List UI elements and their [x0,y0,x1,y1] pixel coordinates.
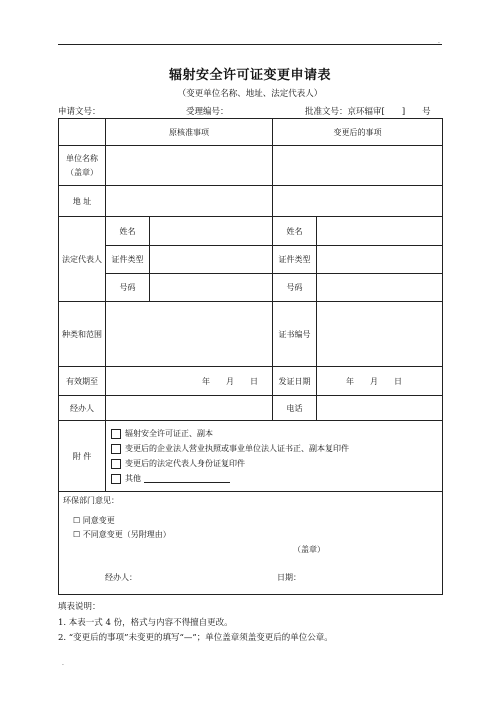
notes-heading: 填表说明： [58,602,101,612]
legal-rep-name-row [59,217,443,246]
opinion-row [59,492,443,595]
attachment-checkbox[interactable] [111,429,121,439]
unit-name-label: 单位名称 [66,153,98,163]
unit-name-row [59,146,443,186]
scope-row [59,302,443,367]
attachment-checkbox[interactable] [111,444,121,454]
validity-label: 有效期至 [59,367,106,396]
unit-name-label-cell [59,146,106,186]
name-label-original: 姓名 [106,217,150,246]
attachment-label: 变更后的法定代表人身份证复印件 [125,459,245,468]
address-changed-field[interactable] [273,186,443,217]
address-original-field[interactable] [106,186,273,217]
approval-no-label: 批准文号：京环辐审[ ] 号 [305,107,431,117]
id-type-original-field[interactable] [150,246,273,274]
cert-no-label: 证书编号 [273,302,317,367]
legal-rep-label: 法定代表人 [59,217,106,302]
scope-label: 种类和范围 [59,302,106,367]
legal-rep-id-no-row [59,274,443,302]
id-type-label-original: 证件类型 [106,246,150,274]
name-original-field[interactable] [150,217,273,246]
handler-label: 经办人 [59,396,106,421]
col-changed-header: 变更后的事项 [273,119,443,146]
table-header-row [59,119,443,146]
phone-label: 电话 [273,396,317,421]
opinion-seal-note: （盖章） [293,545,325,554]
name-label-changed: 姓名 [273,217,317,246]
attachment-item [111,426,439,441]
id-no-original-field[interactable] [150,274,273,302]
id-type-changed-field[interactable] [317,246,443,274]
note-item-1: 1. 本表一式 4 份，格式与内容不得擅自更改。 [58,618,233,628]
cert-no-field[interactable] [317,302,443,367]
application-form-table [58,118,443,595]
issue-date-field[interactable]: 年 月 日 [317,367,443,396]
attachment-item [111,456,439,471]
opinion-reject-option[interactable]: ☐ 不同意变更（另附理由） [73,530,171,539]
attachment-item [111,471,439,486]
attachments-list [106,421,443,492]
form-title: 辐射安全许可证变更申请表 [168,68,331,83]
opinion-label: 环保部门意见： [63,496,119,505]
opinion-approve-option[interactable]: ☐ 同意变更 [73,516,115,525]
address-row [59,186,443,217]
header-rule [58,44,442,45]
phone-field[interactable] [317,396,443,421]
address-label: 地 址 [59,186,106,217]
attachment-label: 辐射安全许可证正、副本 [125,429,213,438]
application-no-label: 申请文号： [58,107,101,117]
id-type-label-changed: 证件类型 [273,246,317,274]
issue-date-label: 发证日期 [273,367,317,396]
id-no-label-original: 号码 [106,274,150,302]
name-changed-field[interactable] [317,217,443,246]
validity-row [59,367,443,396]
unit-name-changed-field[interactable] [273,146,443,186]
scope-field[interactable] [106,302,273,367]
unit-name-seal-note: （盖章） [66,167,98,177]
attachments-label: 附 件 [59,421,106,492]
note-item-2: 2. “变更后的事项”未变更的填写“—”；单位盖章须盖变更后的单位公章。 [58,633,333,643]
acceptance-no-label: 受理编号： [186,107,229,117]
attachments-row [59,421,443,492]
opinion-cell [59,492,443,595]
attachment-item [111,441,439,456]
footer-mark: . [62,660,64,667]
id-no-label-changed: 号码 [273,274,317,302]
attachment-label: 变更后的企业法人营业执照或事业单位法人证书正、副本复印件 [125,444,349,453]
attachment-label: 其他 [125,474,141,483]
col-original-header: 原核准事项 [106,119,273,146]
other-attachment-input[interactable] [144,474,230,483]
validity-date-field[interactable]: 年 月 日 [106,367,273,396]
id-no-changed-field[interactable] [317,274,443,302]
handler-row [59,396,443,421]
corner-mark: . [438,38,440,45]
attachment-checkbox[interactable] [111,459,121,469]
unit-name-original-field[interactable] [106,146,273,186]
handler-field[interactable] [106,396,273,421]
form-subtitle: （变更单位名称、地址、法定代表人） [177,89,323,99]
opinion-handler-label: 经办人： [105,573,137,582]
attachment-checkbox[interactable] [111,474,121,484]
legal-rep-id-type-row [59,246,443,274]
opinion-date-label: 日期： [277,573,301,582]
corner-cell [59,119,106,146]
